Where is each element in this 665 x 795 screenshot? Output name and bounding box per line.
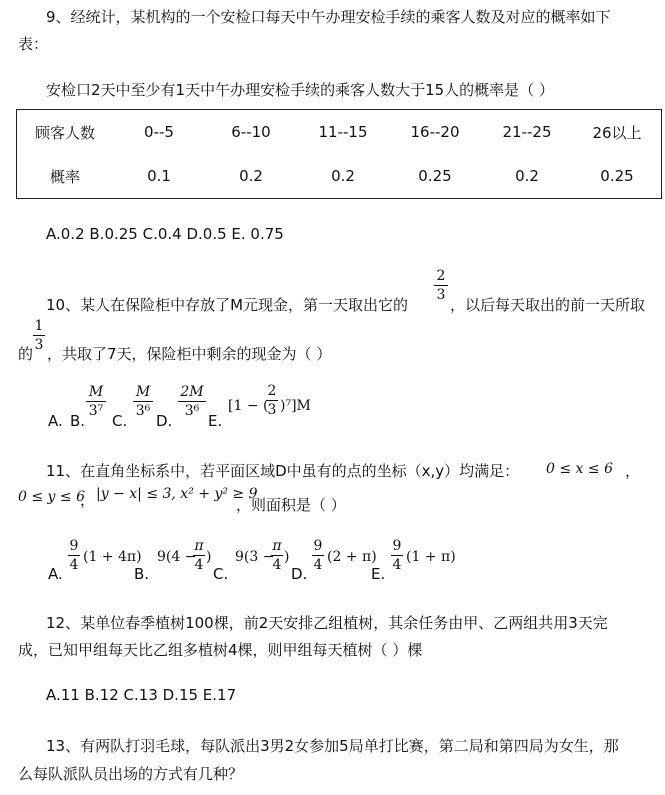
table-row <box>17 154 662 199</box>
table-cell: 0--5 <box>144 123 174 141</box>
fraction-denominator: 4 <box>69 557 79 573</box>
fraction-bar <box>133 401 153 402</box>
q12-options: A.11 B.12 C.13 D.15 E.17 <box>46 686 237 704</box>
option-d-expr: (2 + π) <box>327 549 377 565</box>
q11-text-tail: ，则面积是（ ） <box>236 496 346 514</box>
option-b-fraction <box>193 538 205 573</box>
q10-text-line2b: ，共取了7天，保险柜中剩余的现金为（ ） <box>47 345 332 363</box>
table-cell: 6--10 <box>231 123 271 141</box>
fraction-bar <box>68 555 80 556</box>
option-c-expr-post: ) <box>284 549 290 565</box>
fraction-denominator: 3⁷ <box>88 403 104 419</box>
q11-separator: ， <box>625 462 641 480</box>
fraction-bar <box>434 285 448 286</box>
table-cell: 0.1 <box>147 167 171 185</box>
option-a-fraction <box>86 384 106 419</box>
fraction-bar <box>193 555 205 556</box>
probability-table <box>16 109 662 199</box>
table-cell: 21--25 <box>502 123 552 141</box>
fraction-bar <box>266 400 278 401</box>
option-c-fraction <box>178 384 206 419</box>
option-a-fraction <box>68 538 80 573</box>
table-cell: 0.25 <box>418 167 452 185</box>
fraction-denominator: 4 <box>313 557 323 573</box>
q11-condition-x: 0 ≤ x ≤ 6 <box>546 461 613 477</box>
fraction-bar <box>271 555 283 556</box>
q13-text-line1: 13、有两队打羽毛球，每队派出3男2女参加5局单打比赛，第二局和第四局为女生，那 <box>46 737 619 755</box>
fraction-denominator: 3⁶ <box>184 403 200 419</box>
fraction-numerator: 9 <box>392 538 402 554</box>
fraction-bar <box>391 555 403 556</box>
option-c-fraction <box>271 538 283 573</box>
q9-text-line2: 表： <box>18 35 49 53</box>
fraction-denominator: 4 <box>194 557 204 573</box>
q12-text-line1: 12、某单位春季植树100棵，前2天安排乙组植树，其余任务由甲、乙两组共用3天完 <box>46 614 608 632</box>
fraction-denominator: 4 <box>272 557 282 573</box>
table-row <box>17 110 662 155</box>
q11-condition-y: 0 ≤ y ≤ 6 <box>18 489 85 505</box>
option-e-expr-post: )⁷]M <box>280 398 311 414</box>
fraction-numerator: 9 <box>69 538 79 554</box>
fraction-numerator: M <box>135 384 151 400</box>
option-e-fraction <box>391 538 403 573</box>
table-cell: 概率 <box>49 167 80 186</box>
fraction-numerator: 9 <box>313 538 323 554</box>
option-a-expr: (1 + 4π) <box>83 549 142 565</box>
fraction-bar <box>33 335 45 336</box>
fraction-denominator: 3⁶ <box>135 403 151 419</box>
option-b-fraction <box>133 384 153 419</box>
q10-text-line2a: 的 <box>18 345 34 363</box>
option-e-label: E. <box>208 412 223 430</box>
option-d-label: D. <box>156 412 173 430</box>
fraction-numerator: 2 <box>436 268 446 284</box>
option-b-expr-pre: 9(4 − <box>157 549 197 565</box>
fraction-numerator: 1 <box>34 318 44 334</box>
q10-text-line1a: 10、某人在保险柜中存放了M元现金，第一天取出它的 <box>46 296 409 314</box>
fraction-denominator: 3 <box>436 287 446 303</box>
fraction-denominator: 4 <box>392 557 402 573</box>
q9-text-line1: 9、经统计，某机构的一个安检口每天中午办理安检手续的乘客人数及对应的概率如下 <box>46 8 611 26</box>
option-b-label: B. <box>134 565 150 583</box>
table-cell: 16--20 <box>410 123 460 141</box>
option-e-fraction <box>266 383 278 418</box>
fraction-numerator: 2 <box>267 383 277 399</box>
fraction-numerator: 2M <box>180 384 204 400</box>
option-e-expr-pre: [1 − ( <box>228 398 269 414</box>
q12-text-line2: 成，已知甲组每天比乙组多植树4棵，则甲组每天植树（ ）棵 <box>18 641 423 659</box>
table-cell: 0.25 <box>600 167 634 185</box>
fraction-two-thirds <box>434 268 448 303</box>
option-d-fraction <box>312 538 324 573</box>
option-d-label: D. <box>291 565 308 583</box>
fraction-denominator: 3 <box>267 402 277 418</box>
table-cell: 0.2 <box>331 167 355 185</box>
option-c-label: C. <box>213 565 229 583</box>
q9-options: A.0.2 B.0.25 C.0.4 D.0.5 E. 0.75 <box>46 225 284 243</box>
table-cell: 26以上 <box>592 123 642 142</box>
fraction-bar <box>312 555 324 556</box>
table-cell: 0.2 <box>239 167 263 185</box>
option-c-expr-pre: 9(3 − <box>235 549 275 565</box>
q11-text-line1: 11、在直角坐标系中，若平面区域D中虽有的点的坐标（x,y）均满足： <box>46 462 520 480</box>
fraction-denominator: 3 <box>34 337 44 353</box>
table-cell: 11--15 <box>318 123 368 141</box>
q9-question: 安检口2天中至少有1天中午办理安检手续的乘客人数大于15人的概率是（ ） <box>46 81 554 99</box>
option-a-label: A. <box>48 565 63 583</box>
q13-text-line2: 么每队派队员出场的方式有几种？ <box>18 765 244 783</box>
option-b-label: B. <box>70 412 86 430</box>
option-e-label: E. <box>371 565 386 583</box>
fraction-bar <box>178 401 206 402</box>
q10-text-line1b: ，以后每天取出的前一天所取 <box>450 296 646 314</box>
fraction-numerator: π <box>194 538 204 554</box>
table-cell: 顾客人数 <box>34 123 95 142</box>
option-e-expr: (1 + π) <box>406 549 456 565</box>
q11-separator: ， <box>80 491 96 509</box>
q11-condition-region: |y − x| ≤ 3, x² + y² ≥ 9 <box>96 486 258 502</box>
fraction-numerator: M <box>88 384 104 400</box>
table-cell: 0.2 <box>515 167 539 185</box>
fraction-numerator: π <box>272 538 282 554</box>
option-a-label: A. <box>48 412 63 430</box>
fraction-bar <box>86 401 106 402</box>
fraction-one-third <box>33 318 45 353</box>
option-c-label: C. <box>112 412 128 430</box>
option-b-expr-post: ) <box>206 549 212 565</box>
